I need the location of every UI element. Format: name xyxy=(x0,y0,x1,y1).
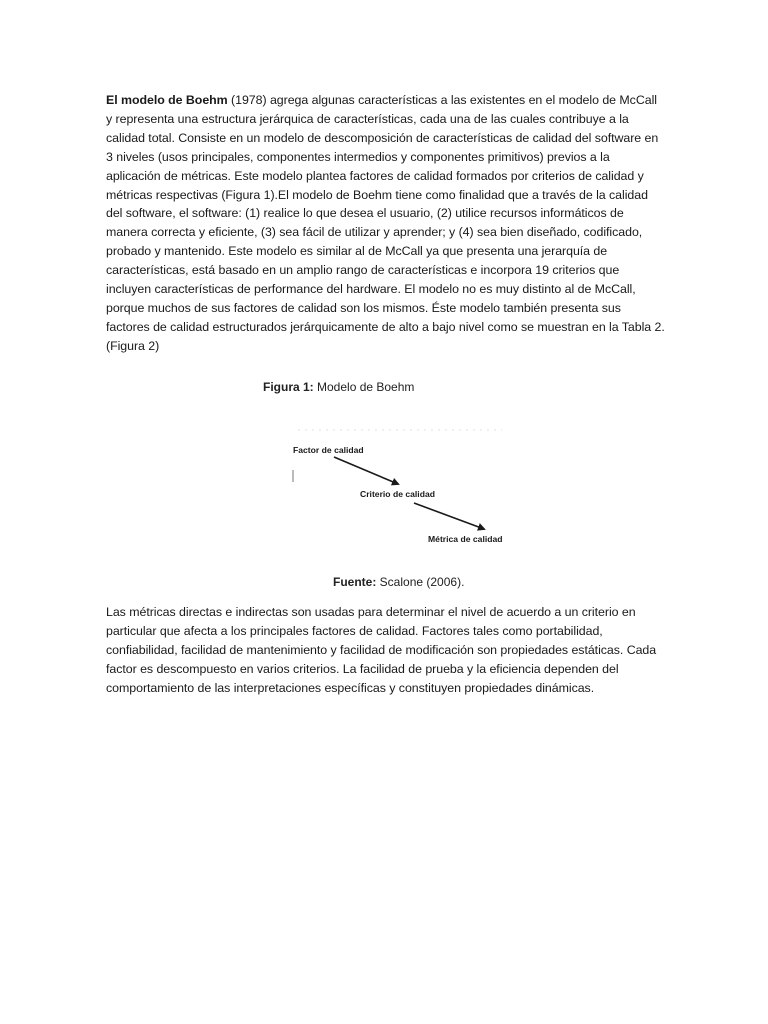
paragraph-body: Las métricas directas e indirectas son usadas para determinar el nivel de acuerdo a un criterio en particular que afecta a los principales factores de calidad. Factores tales como portabilidad, confiabilidad, facilidad de mantenimiento y facilidad de modificación son propiedades estáticas. Cada factor es descompuesto en varios criterios. La facilidad de prueba y la eficiencia dependen del comportamiento de las interpretaciones específicas y constituyen propiedades dinámicas. xyxy=(106,605,657,695)
paragraph-body: (1978) agrega algunas características a las existentes en el modelo de McCall y representa una estructura jerárquica de características, cada una de las cuales contribuye a la calidad total. Consiste en un modelo de descomposición de características de calidad del software en 3 niveles (usos principales, componentes intermedios y componentes primitivos) previos a la aplicación de métricas. Este modelo plantea factores de calidad formados por criterios de calidad y métricas respectivas (Figura 1).El modelo de Boehm tiene como finalidad que a través de la calidad del software, el software: (1) realice lo que desea el usuario, (2) utilice recursos informáticos de manera correcta y eficiente, (3) sea fácil de utilizar y aprender; y (4) sea bien diseñado, codificado, probado y mantenido. Este modelo es similar al de McCall ya que presenta una jerarquía de características, está basado en un amplio rango de características e incorpora 19 criterios que incluyen características de performance del hardware. El modelo no es muy distinto al de McCall, porque muchos de sus factores de calidad son los mismos. Éste modelo también presenta sus factores de calidad estructurados jerárquicamente de alto a bajo nivel como se muestran en la Tabla 2. (Figura 2) xyxy=(106,93,665,353)
label-factor-de-calidad: Factor de calidad xyxy=(293,445,364,455)
figure-source xyxy=(333,575,464,589)
figure-caption-label: Figura 1: xyxy=(263,380,314,394)
figure-caption-text: Modelo de Boehm xyxy=(313,380,415,394)
figure-source-text: Scalone (2006). xyxy=(376,575,465,589)
figure-source-label: Fuente: xyxy=(333,575,377,589)
label-metrica-de-calidad: Métrica de calidad xyxy=(428,534,503,544)
paragraph-metricas xyxy=(106,603,666,698)
arrow-factor-to-criterio xyxy=(334,457,398,484)
arrow-criterio-to-metrica xyxy=(414,503,484,529)
paragraph-lead-bold: El modelo de Boehm xyxy=(106,93,228,107)
boehm-model-figure xyxy=(282,428,522,553)
label-criterio-de-calidad: Criterio de calidad xyxy=(360,489,435,499)
paragraph-boehm-intro xyxy=(106,91,666,356)
figure-caption xyxy=(263,380,414,394)
